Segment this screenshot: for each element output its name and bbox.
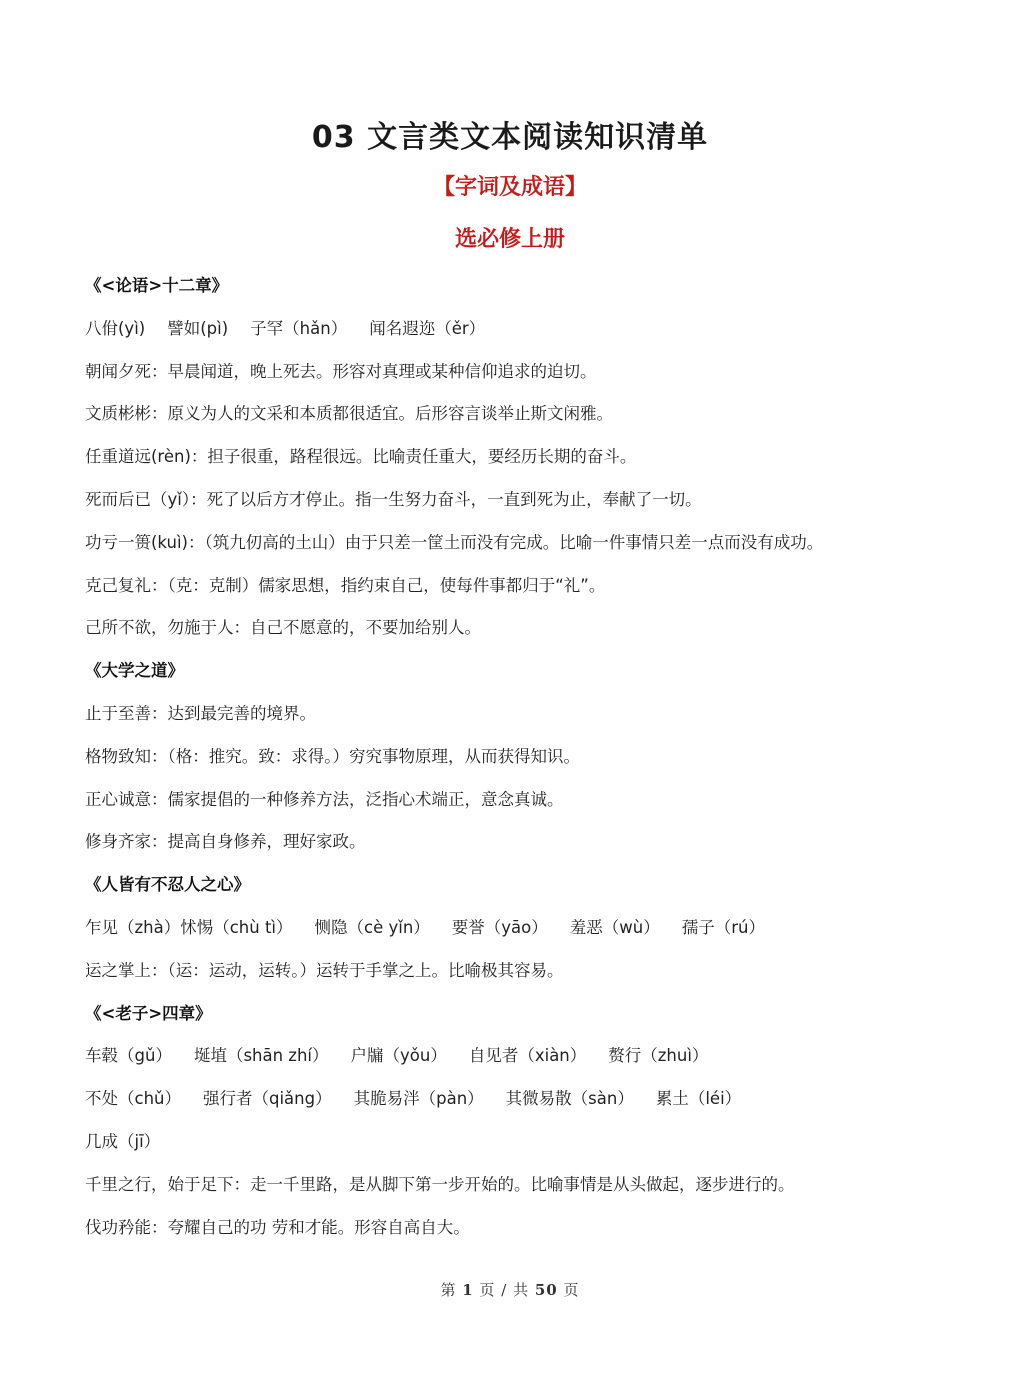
content-body bbox=[85, 265, 965, 1249]
definition-line: 修身齐家：提高自身修养，理好家政。 bbox=[85, 832, 366, 852]
term-item: 其微易散（sàn） bbox=[505, 1089, 634, 1109]
definition-line: 文质彬彬：原义为人的文采和本质都很适宜。后形容言谈举止斯文闲雅。 bbox=[85, 404, 613, 424]
term-item: 几成（jī） bbox=[85, 1131, 161, 1151]
definition-line: 格物致知：（格：推究。致：求得。）穷究事物原理，从而获得知识。 bbox=[85, 746, 580, 766]
section-title: 【字词及成语】 bbox=[432, 175, 587, 200]
definition-line: 朝闻夕死：早晨闻道，晚上死去。形容对真理或某种信仰追求的迫切。 bbox=[85, 361, 597, 381]
definition-line: 伐功矜能：夸耀自己的功 劳和才能。形容自高自大。 bbox=[85, 1217, 470, 1237]
term-item: 乍见（zhà）怵惕（chù tì） bbox=[85, 917, 293, 937]
pronunciation-line bbox=[85, 1078, 965, 1121]
footer-mid: 页 / 共 bbox=[479, 1281, 530, 1299]
term-item: 埏埴（shān zhí） bbox=[193, 1046, 329, 1066]
definition-line: 任重道远(rèn)：担子很重，路程很远。比喻责任重大，要经历长期的奋斗。 bbox=[85, 447, 637, 467]
definition-line: 克己复礼：（克：克制）儒家思想，指约束自己，使每件事都归于“礼”。 bbox=[85, 575, 606, 595]
current-page-number: 1 bbox=[462, 1281, 474, 1299]
pronunciation-line bbox=[85, 308, 965, 351]
term-item: 强行者（qiǎng） bbox=[203, 1089, 332, 1109]
footer-suffix: 页 bbox=[563, 1281, 580, 1299]
definition-line: 己所不欲，勿施于人：自己不愿意的，不要加给别人。 bbox=[85, 618, 481, 638]
term-item: 其脆易泮（pàn） bbox=[353, 1089, 484, 1109]
term-item: 恻隐（cè yǐn） bbox=[314, 917, 430, 937]
term-item: 不处（chǔ） bbox=[85, 1089, 181, 1109]
term-item: 赘行（zhuì） bbox=[608, 1046, 709, 1066]
document-title: 03 文言类文本阅读知识清单 bbox=[311, 120, 709, 155]
chapter-heading: 《<老子>四章》 bbox=[85, 1003, 212, 1023]
definition-line: 运之掌上：（运：运动，运转。）运转于手掌之上。比喻极其容易。 bbox=[85, 960, 564, 980]
volume-title: 选必修上册 bbox=[454, 227, 565, 252]
chapter-heading: 《大学之道》 bbox=[85, 661, 184, 681]
term-item: 要誉（yāo） bbox=[451, 917, 548, 937]
total-pages-number: 50 bbox=[534, 1281, 558, 1299]
term-item: 孺子（rú） bbox=[681, 917, 765, 937]
definition-line: 正心诚意：儒家提倡的一种修养方法，泛指心术端正，意念真诚。 bbox=[85, 789, 564, 809]
chapter-heading: 《<论语>十二章》 bbox=[85, 276, 229, 295]
term-item: 自见者（xiàn） bbox=[468, 1046, 587, 1066]
definition-line: 死而后已（yǐ）：死了以后方才停止。指一生努力奋斗，一直到死为止，奉献了一切。 bbox=[85, 489, 702, 509]
term-item: 户牖（yǒu） bbox=[350, 1046, 447, 1066]
page-footer bbox=[0, 1279, 1020, 1300]
pronunciation-line bbox=[85, 1035, 965, 1078]
term-item: 子罕（hǎn） bbox=[250, 318, 348, 338]
pronunciation-line bbox=[85, 907, 965, 950]
term-item: 闻名遐迩（ěr） bbox=[369, 318, 486, 338]
term-item: 羞恶（wù） bbox=[569, 917, 660, 937]
footer-prefix: 第 bbox=[440, 1281, 457, 1299]
definition-line: 千里之行，始于足下：走一千里路，是从脚下第一步开始的。比喻事情是从头做起，逐步进行的。 bbox=[85, 1174, 795, 1194]
term-item: 车毂（gǔ） bbox=[85, 1046, 172, 1066]
pronunciation-line bbox=[85, 1121, 965, 1164]
term-item: 譬如(pì) bbox=[167, 318, 229, 338]
definition-line: 功亏一篑(kuì)：（筑九仞高的土山）由于只差一筐土而没有完成。比喻一件事情只差一点而没有成功。 bbox=[85, 532, 824, 552]
term-item: 八佾(yì) bbox=[85, 318, 146, 338]
term-item: 累土（léi） bbox=[655, 1089, 742, 1109]
chapter-heading: 《人皆有不忍人之心》 bbox=[85, 875, 250, 895]
definition-line: 止于至善：达到最完善的境界。 bbox=[85, 703, 316, 723]
